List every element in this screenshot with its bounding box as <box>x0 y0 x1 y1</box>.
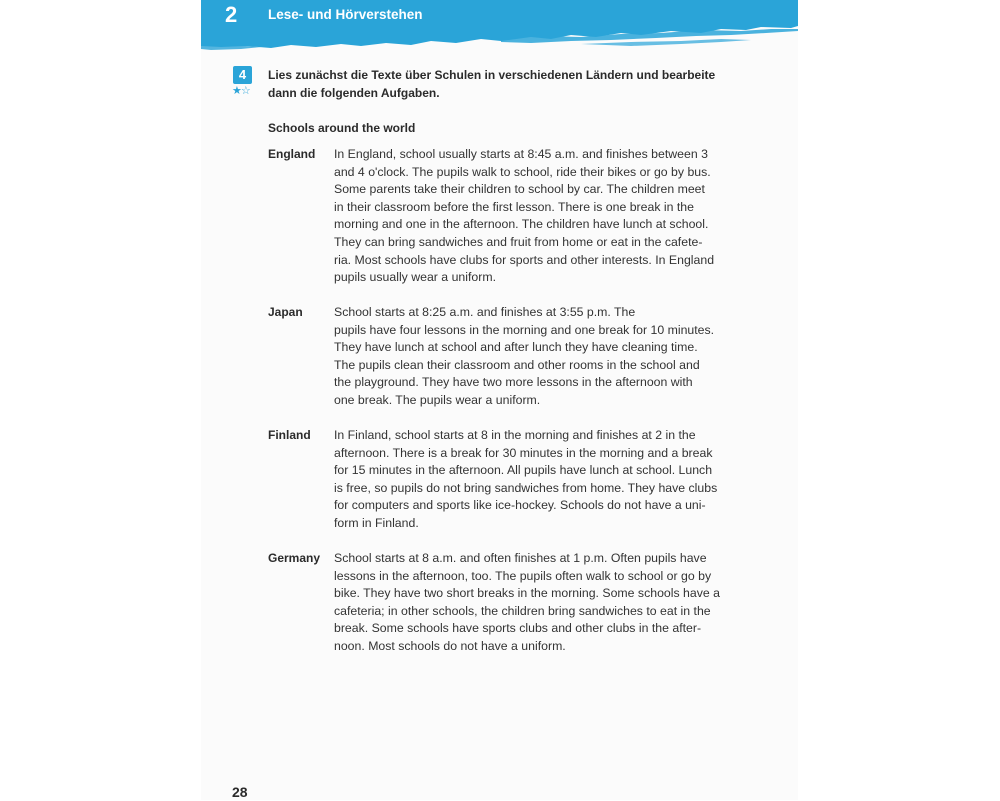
country-name: Japan <box>268 305 303 319</box>
page-number: 28 <box>232 784 248 800</box>
task-number-badge: 4 <box>233 66 252 84</box>
text-line: and 4 o'clock. The pupils walk to school, ride their bikes or go by bus. <box>334 164 711 179</box>
chapter-title: Lese- und Hörverstehen <box>268 7 423 22</box>
text-line: pupils usually wear a uniform. <box>334 270 496 285</box>
text-line: They have lunch at school and after lunch they have cleaning time. <box>334 340 698 355</box>
text-line: form in Finland. <box>334 515 419 530</box>
text-line: Some parents take their children to school by car. The children meet <box>334 182 705 197</box>
country-name: England <box>268 147 316 161</box>
text-line: for computers and sports like ice-hockey. Schools do not have a uni- <box>334 498 706 513</box>
chapter-header-band <box>201 0 798 52</box>
country-text <box>334 304 724 410</box>
text-line: one break. The pupils wear a uniform. <box>334 392 541 407</box>
text-line: afternoon. There is a break for 30 minutes in the morning and a break <box>334 445 713 460</box>
chapter-number: 2 <box>225 2 238 27</box>
text-line: for 15 minutes in the afternoon. All pupils have lunch at school. Lunch <box>334 463 713 478</box>
difficulty-stars-icon: ★☆ <box>232 85 250 97</box>
text-line: In Finland, school starts at 8 in the morning and finishes at 2 in the <box>334 428 696 442</box>
text-line: cafeteria; in other schools, the children bring sandwiches to eat in the <box>334 603 711 618</box>
country-name: Germany <box>268 551 321 565</box>
country-name: Finland <box>268 428 311 442</box>
section-title: Schools around the world <box>268 121 416 135</box>
text-line: morning and one in the afternoon. The children have lunch at school. <box>334 217 709 232</box>
text-line: bike. They have two short breaks in the morning. Some schools have a <box>334 586 720 601</box>
country-text <box>334 427 724 533</box>
text-line: They can bring sandwiches and fruit from home or eat in the cafete- <box>334 234 703 249</box>
text-line: in their classroom before the first lesson. There is one break in the <box>334 199 694 214</box>
text-line: ria. Most schools have clubs for sports and other interests. In England <box>334 252 715 267</box>
text-line: School starts at 8 a.m. and often finishes at 1 p.m. Often pupils have <box>334 551 707 565</box>
workbook-page <box>201 0 798 800</box>
text-line: lessons in the afternoon, too. The pupils often walk to school or go by <box>334 568 712 583</box>
text-line: pupils have four lessons in the morning and one break for 10 minutes. <box>334 322 715 337</box>
text-line: The pupils clean their classroom and other rooms in the school and <box>334 357 700 372</box>
text-line: noon. Most schools do not have a uniform. <box>334 638 566 653</box>
text-line: is free, so pupils do not bring sandwiches from home. They have clubs <box>334 480 718 495</box>
text-line: School starts at 8:25 a.m. and finishes at 3:55 p.m. The <box>334 305 636 319</box>
text-line: the playground. They have two more lessons in the afternoon with <box>334 375 693 390</box>
instruction-line: Lies zunächst die Texte über Schulen in verschiedenen Ländern und bearbeite <box>268 68 716 82</box>
instruction-line: dann die folgenden Aufgaben. <box>268 86 440 100</box>
country-text <box>334 146 724 287</box>
text-line: In England, school usually starts at 8:45 a.m. and finishes between 3 <box>334 147 708 161</box>
task-instruction <box>268 66 738 102</box>
country-text <box>334 550 724 656</box>
text-line: break. Some schools have sports clubs and other clubs in the after- <box>334 621 702 636</box>
